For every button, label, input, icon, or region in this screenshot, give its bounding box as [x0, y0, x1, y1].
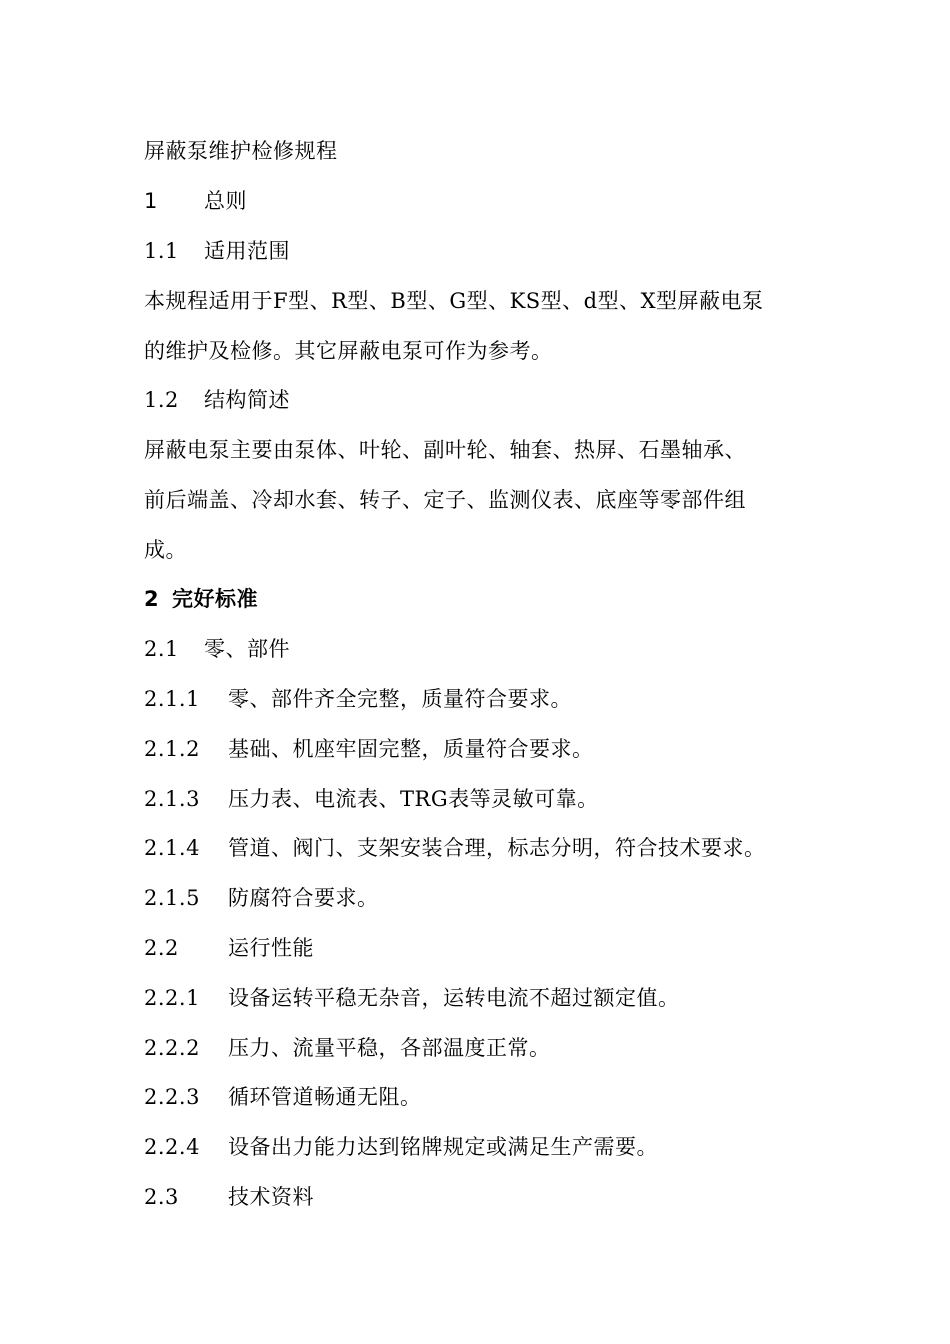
item-text: 设备出力能力达到铭牌规定或满足生产需要。	[228, 1135, 658, 1159]
paragraph-line	[144, 486, 746, 514]
item-text: 压力、流量平稳，各部温度正常。	[228, 1036, 551, 1060]
section-title: 适用范围	[204, 239, 290, 263]
paragraph-text: 成。	[144, 538, 187, 562]
paragraph-line	[144, 536, 187, 564]
item-text: 压力表、电流表、TRG表等灵敏可靠。	[228, 787, 599, 811]
section-title: 零、部件	[204, 637, 290, 661]
section-number: 2.1.3	[144, 787, 200, 811]
section-number: 1	[144, 189, 158, 213]
section-title: 技术资料	[228, 1185, 314, 1209]
paragraph-text: 屏蔽电泵主要由泵体、叶轮、副叶轮、轴套、热屏、石墨轴承、	[144, 438, 746, 462]
section-number: 2.2.1	[144, 986, 200, 1010]
section-number: 2.1	[144, 637, 179, 661]
document-title	[144, 137, 338, 165]
subsection-heading-2-3	[144, 1183, 314, 1211]
section-title: 总则	[204, 189, 247, 213]
section-title: 完好标准	[172, 587, 258, 611]
section-number: 2.1.4	[144, 836, 200, 860]
section-number: 2.1.1	[144, 687, 200, 711]
item-text: 设备运转平稳无杂音，运转电流不超过额定值。	[228, 986, 680, 1010]
section-number: 2.1.2	[144, 737, 200, 761]
section-number: 2.2.3	[144, 1085, 200, 1109]
item-2-2-1	[144, 984, 680, 1012]
section-number: 1.1	[144, 239, 179, 263]
section-number: 2.1.5	[144, 886, 200, 910]
section-heading-2	[144, 585, 258, 613]
section-number: 2	[144, 587, 160, 611]
document-title-text: 屏蔽泵维护检修规程	[144, 139, 338, 163]
item-2-1-1	[144, 685, 572, 713]
item-2-2-4	[144, 1133, 658, 1161]
section-number: 2.2	[144, 936, 179, 960]
item-2-2-3	[144, 1083, 422, 1111]
paragraph-text: 前后端盖、冷却水套、转子、定子、监测仪表、底座等零部件组	[144, 488, 746, 512]
paragraph-line	[144, 436, 746, 464]
item-text: 管道、阀门、支架安装合理，标志分明，符合技术要求。	[228, 836, 766, 860]
item-text: 防腐符合要求。	[228, 886, 379, 910]
item-2-1-4	[144, 834, 766, 862]
item-2-1-5	[144, 884, 379, 912]
paragraph-line	[144, 337, 553, 365]
item-2-1-2	[144, 735, 594, 763]
item-text: 循环管道畅通无阻。	[228, 1085, 422, 1109]
item-2-1-3	[144, 785, 599, 813]
section-number: 2.2.2	[144, 1036, 200, 1060]
section-number: 2.3	[144, 1185, 179, 1209]
subsection-heading-2-2	[144, 934, 314, 962]
section-number: 1.2	[144, 388, 179, 412]
item-text: 基础、机座牢固完整，质量符合要求。	[228, 737, 594, 761]
paragraph-line	[144, 287, 764, 315]
section-number: 2.2.4	[144, 1135, 200, 1159]
section-title: 运行性能	[228, 936, 314, 960]
section-heading-1	[144, 187, 247, 215]
paragraph-text: 本规程适用于F型、R型、B型、G型、KS型、d型、X型屏蔽电泵	[144, 289, 764, 313]
section-title: 结构简述	[204, 388, 290, 412]
subsection-heading-1-2	[144, 386, 290, 414]
paragraph-text: 的维护及检修。其它屏蔽电泵可作为参考。	[144, 339, 553, 363]
subsection-heading-2-1	[144, 635, 290, 663]
subsection-heading-1-1	[144, 237, 290, 265]
item-2-2-2	[144, 1034, 551, 1062]
item-text: 零、部件齐全完整，质量符合要求。	[228, 687, 572, 711]
